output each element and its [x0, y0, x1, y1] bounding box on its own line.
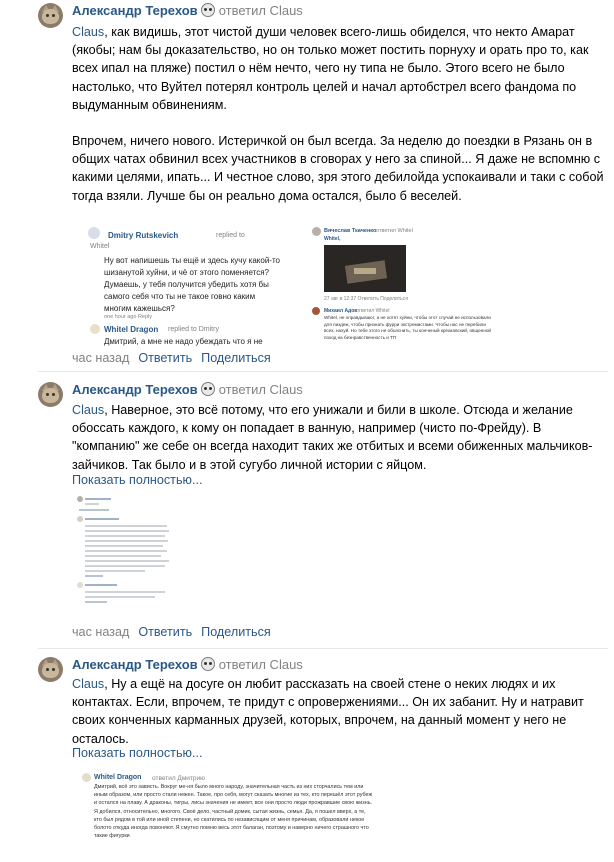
screenshot-addressee: Whitel — [90, 243, 110, 250]
screenshot-author: Whitel Dragon — [94, 774, 142, 781]
reply-text — [72, 401, 608, 474]
author-name[interactable]: Александр Терехов — [72, 382, 198, 397]
reply-item — [0, 3, 614, 365]
avatar — [77, 516, 83, 522]
reply-paragraph: , Ну а ещё на досуге он любит рассказать на своей стене о неких людях и их контактах. Если, впрочем, те придут с опровержениями... Он их забанит. Ну и натравит своих конченных карманных друзей, которых, впрочем, на данный момент у него не осталось. — [72, 677, 584, 746]
reply-paragraph: , как видишь, этот чистой души человек всего-лишь обиделся, что некто Амарат (якобы; нам бы доказательство, но он только может постить порнуху и орать про то, как всех ипал на пляже) постил о нём нечто, чего ну типа не было. Этого всего не было настолько, что Вуйтел потерял контроль целей и начал артобстрел всего фандома по выдуманным обвинениям. — [72, 25, 589, 112]
avatar — [82, 773, 91, 782]
timestamp[interactable]: час назад — [72, 625, 130, 639]
screenshot-addressee: Whitel, — [324, 236, 341, 242]
cat-emoji-icon — [201, 382, 215, 396]
attached-screenshot[interactable] — [80, 771, 376, 862]
timestamp[interactable]: час назад — [72, 351, 130, 365]
avatar[interactable] — [38, 657, 63, 682]
author-name[interactable]: Александр Терехов — [72, 3, 198, 18]
attached-screenshot[interactable] — [308, 225, 496, 349]
show-more-link[interactable]: Показать полностью... — [72, 746, 203, 760]
reply-item — [0, 657, 614, 862]
reply-paragraph: , Наверное, это всё потому, что его унижали и били в школе. Отсюда и желание обоссать каждого, к кому он попадает в ванную, например (чисто по-Фрейду). В "компанию" же себе он всегда находит таких же отбитых и всеми обиженных мальчиков-зайчиков. Так было и в этой сугубо личной истории с яйцом. — [72, 403, 593, 472]
screenshot-author: Dmitry Rutskevich — [108, 231, 179, 240]
addressee-link[interactable]: Claus — [72, 677, 105, 691]
photo-thumbnail — [324, 245, 406, 292]
avatar — [77, 496, 83, 502]
screenshot-author: Whitel Dragon — [104, 325, 159, 334]
replied-to-link[interactable]: ответил Claus — [218, 3, 303, 18]
avatar[interactable] — [38, 3, 63, 28]
reply-header — [72, 382, 303, 398]
attached-screenshot[interactable] — [76, 495, 172, 613]
author-name[interactable]: Александр Терехов — [72, 657, 198, 672]
addressee-link[interactable]: Claus — [72, 403, 105, 417]
screenshot-replied: ответил Whitel — [376, 228, 413, 234]
addressee-link[interactable]: Claus — [72, 25, 105, 39]
reply-text — [72, 23, 608, 205]
reply-header — [72, 657, 303, 673]
share-button[interactable]: Поделиться — [201, 351, 271, 365]
screenshot-replied: replied to Dmitry — [168, 326, 219, 333]
reply-text — [72, 675, 608, 748]
avatar — [88, 227, 100, 239]
screenshot-text: Ну вот напишешь ты ещё и здесь кучу какой-то шизанутой хуйни, и чё от этого поменяется? Думаешь, у тебя получится убедить хотя бы самого себя что ты не такое говно каким многим кажешься? — [104, 256, 280, 313]
screenshot-meta: 27 авг в 12:37 Ответить Поделиться — [324, 296, 408, 302]
reply-actions — [72, 624, 271, 640]
screenshot-replied: ответил Whitel — [356, 308, 390, 314]
screenshot-author: Михаил Адов — [324, 308, 358, 314]
screenshot-author: Вячеслав Ткаченко — [324, 228, 377, 234]
cat-emoji-icon — [201, 657, 215, 671]
reply-paragraph: Впрочем, ничего нового. Истеричкой он был всегда. За неделю до поездки в Рязань он в общих чатах обвинил всех участников в сговорах у него за спиной... Я даже не вспомню с какими целями, ипать... И честное слово, зря этого дебилойда успокаивали и таки с собой тогда взяли. Лучше бы он реально дома остался, было б веселей. — [72, 134, 604, 203]
avatar — [312, 307, 320, 315]
divider — [38, 371, 608, 372]
avatar — [77, 582, 83, 588]
attached-screenshot[interactable] — [86, 225, 286, 349]
reply-header — [72, 3, 303, 19]
reply-button[interactable]: Ответить — [138, 625, 193, 639]
replied-to-link[interactable]: ответил Claus — [218, 657, 303, 672]
screenshot-meta: one hour ago Reply — [104, 314, 153, 320]
screenshot-replied: ответил Дмитрию — [152, 775, 206, 782]
cat-emoji-icon — [201, 3, 215, 17]
screenshot-text: Дмитрий, а мне не надо убеждать что я не — [104, 337, 263, 346]
avatar[interactable] — [38, 382, 63, 407]
divider — [38, 648, 608, 649]
share-button[interactable]: Поделиться — [201, 625, 271, 639]
screenshot-replied: replied to — [216, 232, 245, 239]
screenshot-text: Whitel, не оправдывают, а не хотят хуйни, чтобы этот случай не использовали для пиздеж, чтобы признать фурри экстремистами. Чтобы нас не перебили всех, нахуй. Но тебе этого не объяснить, ты конченый креаковский, овщенной поход на безнравственность и ТП — [324, 315, 491, 340]
avatar — [312, 227, 321, 236]
reply-item — [0, 382, 614, 644]
show-more-link[interactable]: Показать полностью... — [72, 473, 203, 487]
screenshot-text: Дмитрий, всё это зависть. Вокруг ме-ня было много народу, значительная часть из них сторчались тем или иным образом, или просто стали нежен. Такое, про себя, могут сказать многие из тех, кто перешёл этот рубеж и остался на плаву. А драконы, тигры, лисы значения не имеет, все они просто люди прожравшие свою жизнь. Я добился, относительно, многого. Своё дело, частный домик, сытая жизнь, семья. Да, я пошел вверх, а те, кто был рядом в той или иной степени, но скатились по независящим от меня причинам, образовали некое болото откуда иногда повоняют. Я смутно помню весь этот балаган, поэтому и наверно ничего страшного что такие фигурки — [94, 784, 373, 840]
avatar — [90, 324, 100, 334]
reply-actions — [72, 350, 271, 366]
reply-button[interactable]: Ответить — [138, 351, 193, 365]
replied-to-link[interactable]: ответил Claus — [218, 382, 303, 397]
